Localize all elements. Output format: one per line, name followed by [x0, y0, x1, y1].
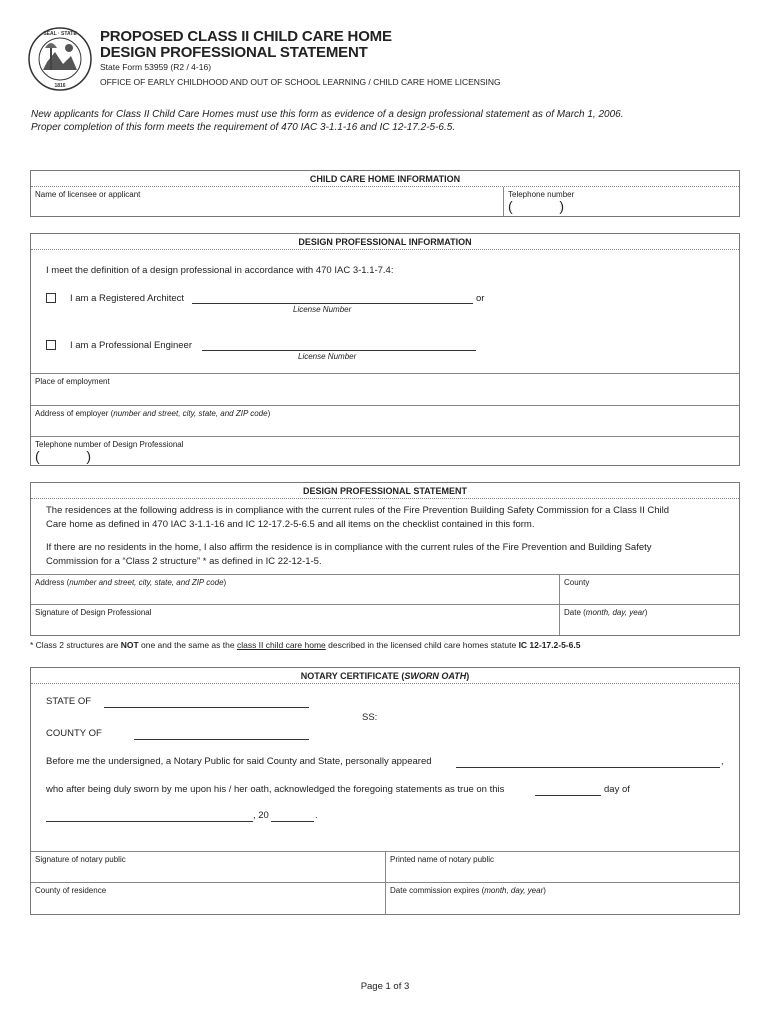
ss-label: SS: — [362, 712, 378, 723]
year-prefix: , 20 — [253, 810, 269, 821]
employer-address-field[interactable] — [31, 406, 739, 437]
licensee-name-label: Name of licensee or applicant — [35, 190, 141, 199]
architect-checkbox[interactable] — [46, 293, 56, 303]
residence-address-field[interactable] — [31, 575, 559, 604]
designer-signature-label: Signature of Design Professional — [35, 608, 152, 617]
statement-date-label: Date (month, day, year) — [564, 608, 648, 617]
form-number: State Form 53959 (R2 / 4-16) — [100, 62, 212, 72]
county-of-residence-field[interactable] — [31, 883, 385, 914]
statement-paragraph-2: If there are no residents in the home, I also affirm the residence is in compliance with the current rules of the Fire Prevention and Building Safety Commission for a “Class 2 structure” * as defined in IC 22-12-1-5. — [46, 542, 652, 567]
svg-text:SEAL · STATE: SEAL · STATE — [43, 31, 77, 37]
comma-text: , — [721, 756, 724, 767]
statement-date-field[interactable] — [560, 605, 740, 635]
period-text: . — [315, 810, 318, 821]
day-input[interactable] — [535, 795, 601, 796]
statement-paragraph-1: The residences at the following address is in compliance with the current rules of the Fire Prevention Building Safety Commission for a Class II Child Care home as defined in 470 IAC 3-1.1-16 and IC 12-17.2-5-6.5 and all items on the checklist contained in this form. — [46, 505, 670, 530]
employer-address-label: Address of employer (number and street, city, state, and ZIP code) — [35, 409, 271, 418]
section-heading: NOTARY CERTIFICATE (SWORN OATH) — [31, 668, 739, 684]
year-input[interactable] — [271, 821, 314, 822]
before-me-text: Before me the undersigned, a Notary Public for said County and State, personally appeared — [46, 756, 432, 767]
design-professional-info-section — [30, 233, 740, 466]
place-of-employment-label: Place of employment — [35, 377, 110, 386]
intro-text — [31, 108, 624, 134]
title-line-2: DESIGN PROFESSIONAL STATEMENT — [100, 44, 368, 61]
form-title — [100, 29, 392, 61]
month-input[interactable] — [46, 821, 253, 822]
design-professional-statement-section — [30, 482, 740, 636]
commission-expires-label: Date commission expires (month, day, year) — [390, 886, 546, 895]
licensee-name-field[interactable] — [31, 187, 503, 216]
intro-line-1: New applicants for Class II Child Care Homes must use this form as evidence of a design professional statement as of March 1, 2006. — [31, 109, 624, 120]
child-care-info-section — [30, 170, 740, 217]
class2-footnote: * Class 2 structures are NOT one and the same as the class II child care home described in the licensed child care homes statute IC 12-17.2-5-6.5 — [30, 640, 581, 650]
page-number: Page 1 of 3 — [360, 981, 410, 992]
telephone-field[interactable] — [504, 187, 740, 216]
county-of-residence-label: County of residence — [35, 886, 107, 895]
notary-signature-field[interactable] — [31, 852, 385, 882]
county-of-label: COUNTY OF — [46, 728, 102, 739]
office-name: OFFICE OF EARLY CHILDHOOD AND OUT OF SCHOOL LEARNING / CHILD CARE HOME LICENSING — [100, 77, 501, 87]
place-of-employment-field[interactable] — [31, 374, 739, 406]
designer-signature-field[interactable] — [31, 605, 559, 635]
state-seal-logo — [27, 26, 93, 92]
day-of-text: day of — [604, 784, 630, 795]
phone-parens: ( ) — [35, 448, 91, 464]
state-of-label: STATE OF — [46, 696, 92, 707]
definition-text: I meet the definition of a design professional in accordance with 470 IAC 3-1.1-7.4: — [46, 265, 394, 276]
county-label: County — [564, 578, 590, 587]
section-heading: DESIGN PROFESSIONAL INFORMATION — [31, 234, 739, 250]
title-line-1: PROPOSED CLASS II CHILD CARE HOME — [100, 28, 392, 45]
sworn-text: who after being duly sworn by me upon his / her oath, acknowledged the foregoing statements as true on this — [46, 784, 505, 795]
appeared-name-input[interactable] — [456, 767, 720, 768]
phone-parens: ( ) — [508, 198, 564, 214]
engineer-label: I am a Professional Engineer — [70, 340, 192, 351]
or-text: or — [476, 293, 485, 304]
residence-address-label: Address (number and street, city, state, and ZIP code) — [35, 578, 227, 587]
notary-certificate-section — [30, 667, 740, 915]
engineer-license-caption: License Number — [298, 352, 357, 361]
notary-printed-name-label: Printed name of notary public — [390, 855, 495, 864]
notary-printed-name-field[interactable] — [386, 852, 740, 882]
svg-text:1816: 1816 — [54, 83, 66, 89]
county-of-input[interactable] — [134, 739, 309, 740]
designer-phone-label: Telephone number of Design Professional — [35, 440, 184, 449]
engineer-checkbox[interactable] — [46, 340, 56, 350]
state-of-input[interactable] — [104, 707, 309, 708]
architect-label: I am a Registered Architect — [70, 293, 185, 304]
architect-license-input[interactable] — [192, 303, 473, 304]
engineer-license-input[interactable] — [202, 350, 476, 351]
county-field[interactable] — [560, 575, 740, 604]
architect-license-caption: License Number — [293, 305, 352, 314]
section-heading: CHILD CARE HOME INFORMATION — [31, 171, 739, 187]
telephone-label: Telephone number — [508, 190, 575, 199]
notary-signature-label: Signature of notary public — [35, 855, 126, 864]
section-heading: DESIGN PROFESSIONAL STATEMENT — [31, 483, 739, 499]
designer-phone-field[interactable] — [31, 437, 739, 466]
intro-line-2: Proper completion of this form meets the requirement of 470 IAC 3-1.1-16 and IC 12-17.2-5-6.5. — [31, 122, 456, 133]
commission-expires-field[interactable] — [386, 883, 740, 914]
